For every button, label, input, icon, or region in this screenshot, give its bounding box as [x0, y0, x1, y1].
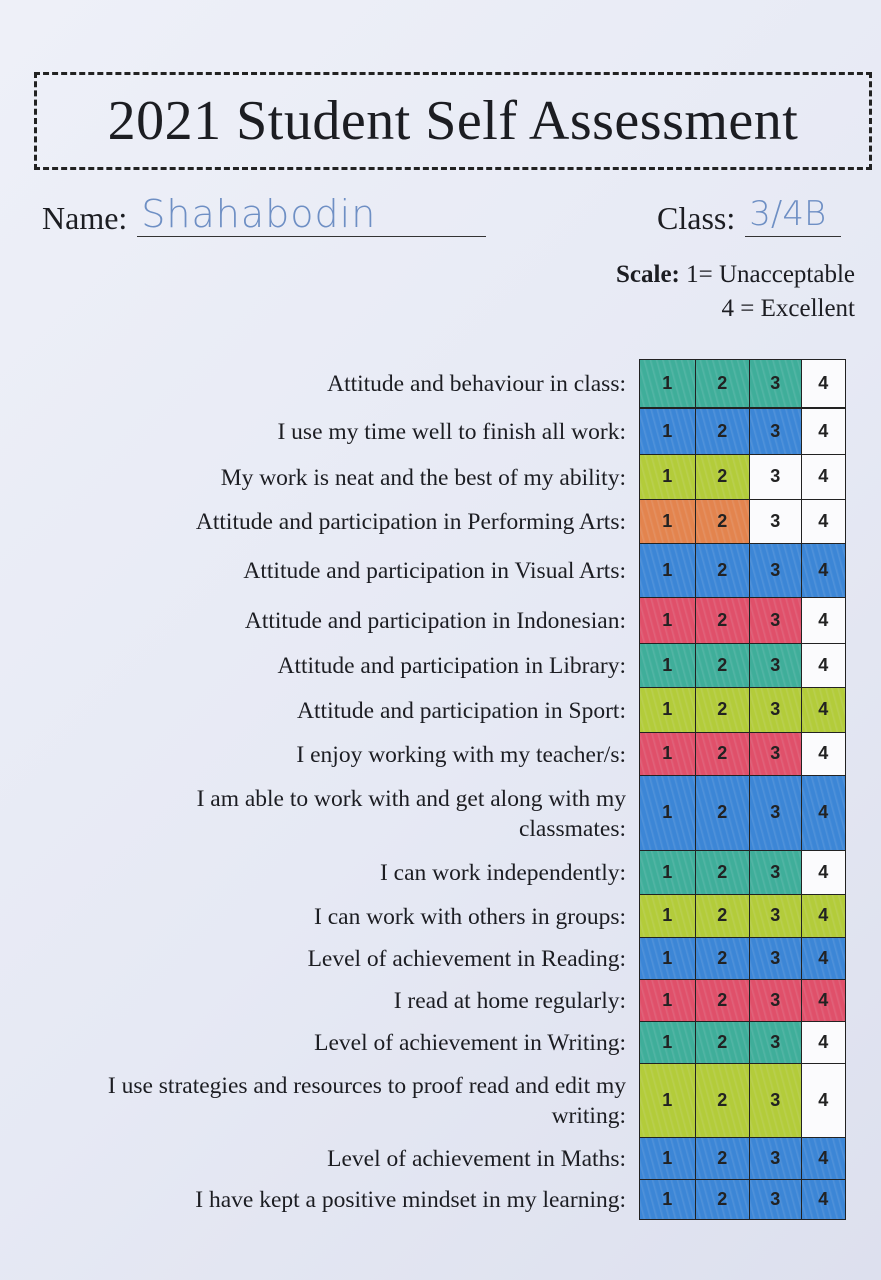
scale-high: 4 = Excellent [721, 295, 855, 322]
rating-row [640, 455, 846, 500]
rating-cell-2[interactable]: 2 [695, 894, 751, 939]
rating-cell-1[interactable]: 1 [639, 597, 697, 645]
rating-row [640, 938, 846, 980]
rating-row [640, 644, 846, 688]
rating-cell-4[interactable]: 4 [801, 408, 847, 456]
rating-cell-3[interactable]: 3 [749, 408, 803, 456]
criterion-label: I use strategies and resources to proof read and edit my writing: [107, 1073, 626, 1129]
criterion-label: I have kept a positive mindset in my learning: [195, 1187, 626, 1213]
rating-row [640, 409, 846, 455]
criterion-label: I enjoy working with my teacher/s: [296, 741, 626, 768]
rating-row [640, 360, 846, 408]
rating-cell-3[interactable]: 3 [749, 687, 803, 734]
rating-cell-2[interactable]: 2 [695, 937, 751, 981]
rating-cell-1[interactable]: 1 [639, 1021, 697, 1065]
rating-cell-4[interactable]: 4 [801, 1137, 847, 1181]
rating-cell-3[interactable]: 3 [749, 597, 803, 645]
rating-cell-1[interactable]: 1 [639, 1179, 697, 1221]
rating-cell-2[interactable]: 2 [695, 454, 751, 501]
rating-row [640, 733, 846, 776]
rating-cell-4[interactable]: 4 [801, 979, 847, 1023]
class-label: Class: [657, 200, 736, 236]
rating-cell-4[interactable]: 4 [801, 1021, 847, 1065]
rating-row [640, 851, 846, 895]
criterion-label: I can work with others in groups: [314, 903, 626, 930]
rating-row [640, 1064, 846, 1138]
rating-cell-3[interactable]: 3 [749, 454, 803, 501]
rating-row [640, 598, 846, 644]
rating-cell-1[interactable]: 1 [639, 1063, 697, 1139]
rating-cell-1[interactable]: 1 [639, 850, 697, 896]
name-label: Name: [42, 200, 128, 236]
rating-row [640, 544, 846, 598]
criterion-label: Attitude and participation in Sport: [297, 697, 626, 724]
rating-cell-4[interactable]: 4 [801, 732, 847, 777]
rating-cell-1[interactable]: 1 [639, 643, 697, 689]
rating-cell-1[interactable]: 1 [639, 979, 697, 1023]
rating-cell-3[interactable]: 3 [749, 499, 803, 545]
rating-cell-1[interactable]: 1 [639, 408, 697, 456]
rating-cell-4[interactable]: 4 [801, 687, 847, 734]
class-row [657, 192, 841, 237]
rating-cell-1[interactable]: 1 [639, 499, 697, 545]
rating-cell-3[interactable]: 3 [749, 732, 803, 777]
rating-cell-1[interactable]: 1 [639, 894, 697, 939]
rating-cell-3[interactable]: 3 [749, 359, 803, 409]
rating-cell-2[interactable]: 2 [695, 1063, 751, 1139]
rating-cell-4[interactable]: 4 [801, 543, 847, 599]
rating-row [640, 1180, 846, 1220]
rating-row [640, 500, 846, 544]
rating-cell-1[interactable]: 1 [639, 454, 697, 501]
rating-row [640, 688, 846, 733]
criterion-label: Attitude and participation in Indonesian: [244, 608, 626, 634]
rating-cell-3[interactable]: 3 [749, 775, 803, 852]
rating-cell-3[interactable]: 3 [749, 1063, 803, 1139]
criterion-label: I use my time well to finish all work: [277, 419, 626, 445]
rating-cell-1[interactable]: 1 [639, 732, 697, 777]
class-field[interactable]: 3/4B [745, 192, 841, 237]
rating-cell-2[interactable]: 2 [695, 1137, 751, 1181]
rating-cell-2[interactable]: 2 [695, 643, 751, 689]
rating-cell-2[interactable]: 2 [695, 775, 751, 852]
criterion-label: Level of achievement in Reading: [307, 946, 626, 972]
criterion-label: Attitude and participation in Visual Arts: [243, 558, 626, 584]
rating-cell-1[interactable]: 1 [639, 543, 697, 599]
rating-cell-2[interactable]: 2 [695, 1021, 751, 1065]
rating-cell-2[interactable]: 2 [695, 850, 751, 896]
rating-cell-3[interactable]: 3 [749, 1137, 803, 1181]
scale-label: Scale: [616, 261, 680, 288]
rating-cell-3[interactable]: 3 [749, 543, 803, 599]
criterion-label: Attitude and participation in Performing Arts: [195, 509, 626, 535]
rating-cell-1[interactable]: 1 [639, 359, 697, 409]
rating-cell-2[interactable]: 2 [695, 359, 751, 409]
scale-legend [616, 258, 855, 326]
name-row [42, 192, 486, 237]
rating-cell-2[interactable]: 2 [695, 408, 751, 456]
criterion-label: Attitude and participation in Library: [277, 653, 626, 679]
criterion-label: I am able to work with and get along with my classmates: [196, 785, 626, 842]
rating-cell-4[interactable]: 4 [801, 643, 847, 689]
rating-cell-2[interactable]: 2 [695, 543, 751, 599]
rating-row [640, 980, 846, 1022]
rating-cell-2[interactable]: 2 [695, 687, 751, 734]
criterion-label: Level of achievement in Maths: [327, 1146, 626, 1172]
rating-cell-3[interactable]: 3 [749, 643, 803, 689]
rating-row [640, 776, 846, 851]
page-title: 2021 Student Self Assessment [107, 90, 799, 152]
rating-cell-3[interactable]: 3 [749, 979, 803, 1023]
rating-cell-2[interactable]: 2 [695, 1179, 751, 1221]
name-field[interactable]: Shahabodin [137, 192, 486, 237]
criterion-label: Attitude and behaviour in class: [327, 371, 626, 397]
scale-low: 1= Unacceptable [686, 261, 855, 288]
rating-cell-1[interactable]: 1 [639, 1137, 697, 1181]
rating-cell-4[interactable]: 4 [801, 499, 847, 545]
rating-cell-3[interactable]: 3 [749, 1021, 803, 1065]
rating-cell-4[interactable]: 4 [801, 597, 847, 645]
criterion-label: I read at home regularly: [393, 988, 626, 1014]
rating-cell-2[interactable]: 2 [695, 979, 751, 1023]
rating-row [640, 1022, 846, 1064]
rating-cell-4[interactable]: 4 [801, 1179, 847, 1221]
rating-cell-4[interactable]: 4 [801, 894, 847, 939]
rating-cell-4[interactable]: 4 [801, 937, 847, 981]
rating-cell-3[interactable]: 3 [749, 937, 803, 981]
rating-cell-2[interactable]: 2 [695, 732, 751, 777]
rating-cell-3[interactable]: 3 [749, 850, 803, 896]
rating-cell-3[interactable]: 3 [749, 894, 803, 939]
rating-cell-2[interactable]: 2 [695, 597, 751, 645]
rating-cell-1[interactable]: 1 [639, 687, 697, 734]
rating-cell-3[interactable]: 3 [749, 1179, 803, 1221]
rating-cell-1[interactable]: 1 [639, 937, 697, 981]
title-box [34, 72, 872, 170]
criterion-label: My work is neat and the best of my ability: [220, 464, 626, 491]
rating-cell-4[interactable]: 4 [801, 775, 847, 852]
criterion-label: I can work independently: [379, 860, 626, 886]
rating-cell-2[interactable]: 2 [695, 499, 751, 545]
criterion-label: Level of achievement in Writing: [314, 1030, 626, 1056]
rating-row [640, 1138, 846, 1180]
rating-cell-4[interactable]: 4 [801, 1063, 847, 1139]
rating-cell-4[interactable]: 4 [801, 454, 847, 501]
rating-row [640, 895, 846, 938]
rating-cell-4[interactable]: 4 [801, 359, 847, 409]
rating-cell-1[interactable]: 1 [639, 775, 697, 852]
rating-cell-4[interactable]: 4 [801, 850, 847, 896]
